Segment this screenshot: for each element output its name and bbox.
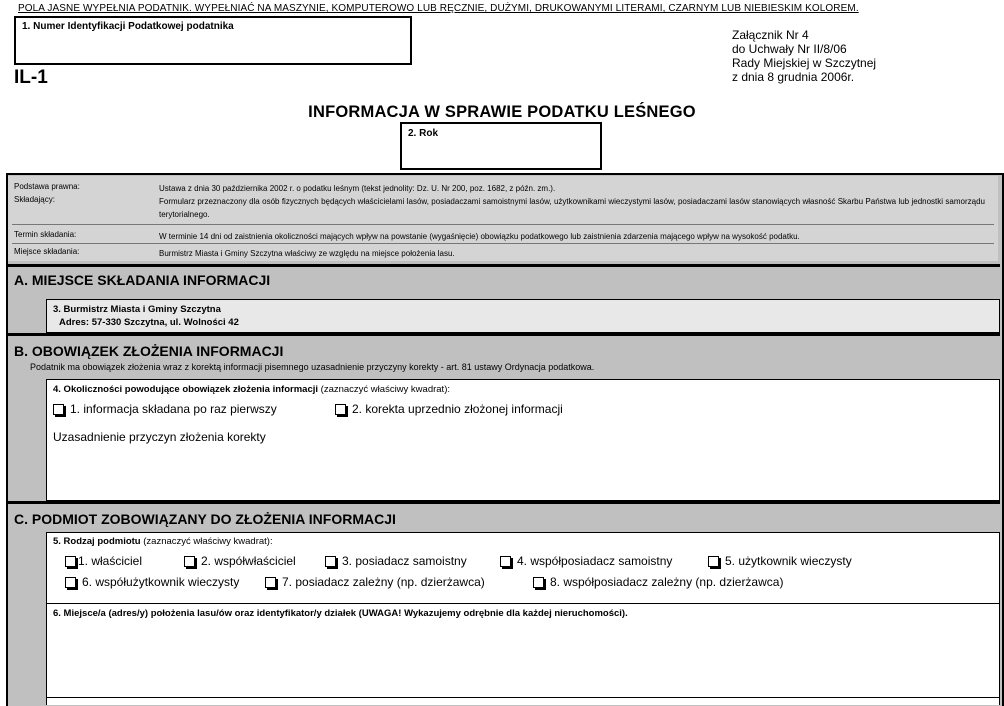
section-b-note: Podatnik ma obowiązek złożenia wraz z korektą informacji pisemnego uzasadnienie przyczyny korekty - art. 81 ustawy Ordynacja podatkowa.: [30, 362, 595, 372]
checkbox[interactable]: [708, 556, 719, 567]
submission-place-panel: [46, 299, 1000, 333]
option-label: 1. właściciel: [78, 554, 143, 568]
circumstances-panel: [46, 379, 1000, 501]
filers-label: Składający:: [14, 195, 55, 204]
option-label: 1. informacja składana po raz pierwszy: [70, 402, 277, 416]
attachment-line: Załącznik Nr 4: [732, 28, 809, 42]
deadline-value: W terminie 14 dni od zaistnienia okoliczności mających wpływ na powstanie (wygaśnięcie) obowiązku podatkowego lub zaistnienia zdarzenia mającego wpływ na wysokość podatku.: [159, 232, 800, 241]
option-label: 6. współużytkownik wieczysty: [82, 575, 240, 589]
option-co-owner[interactable]: [184, 554, 296, 568]
submission-office: 3. Burmistrz Miasta i Gminy Szczytna: [53, 304, 221, 315]
justification-label: Uzasadnienie przyczyn złożenia korekty: [53, 430, 266, 444]
forest-location-label: 6. Miejsce/a (adres/y) położenia lasu/ów oraz identyfikator/y działek (UWAGA! Wykazujemy odrębnie dla każdej nieruchomości).: [53, 608, 628, 619]
legal-basis-label: Podstawa prawna:: [14, 182, 80, 191]
option-independent-holder[interactable]: [325, 554, 467, 568]
attachment-line: do Uchwały Nr II/8/06: [732, 42, 847, 56]
checkbox[interactable]: [65, 556, 76, 567]
submission-address: Adres: 57-330 Szczytna, ul. Wolności 42: [59, 317, 239, 328]
option-label: 2. współwłaściciel: [201, 554, 296, 568]
entity-type-label: [53, 536, 273, 547]
section-divider: [6, 333, 1000, 336]
option-co-independent-holder[interactable]: [500, 554, 672, 568]
option-label: 7. posiadacz zależny (np. dzierżawca): [282, 575, 485, 589]
year-label: 2. Rok: [408, 128, 439, 139]
form-code: IL-1: [14, 67, 48, 88]
option-first-submission[interactable]: [53, 402, 277, 416]
place-label: Miejsce składania:: [14, 247, 80, 256]
checkbox[interactable]: [184, 556, 195, 567]
field4-note: (zaznaczyć właściwy kwadrat):: [320, 384, 450, 395]
place-value: Burmistrz Miasta i Gminy Szczytna właściwy ze względu na miejsce położenia lasu.: [159, 249, 455, 258]
checkbox[interactable]: [65, 577, 76, 588]
checkbox[interactable]: [53, 404, 64, 415]
option-label: 2. korekta uprzednio złożonej informacji: [352, 402, 563, 416]
section-divider: [6, 264, 1000, 267]
legal-basis-value: Ustawa z dnia 30 października 2002 r. o podatku leśnym (tekst jednolity: Dz. U. Nr 200, poz. 1682, z późn. zm.).: [159, 184, 556, 193]
fill-instructions: POLA JASNE WYPEŁNIA PODATNIK. WYPEŁNIAĆ NA MASZYNIE, KOMPUTEROWO LUB RĘCZNIE, DUŻYMI, DRUKOWANYMI LITERAMI, CZARNYM LUB NIEBIESKIM KOLOREM.: [18, 3, 859, 14]
section-b-heading: B. OBOWIĄZEK ZŁOŻENIA INFORMACJI: [14, 343, 284, 359]
divider: [12, 243, 994, 244]
nip-label: 1. Numer Identyfikacji Podatkowej podatnika: [22, 21, 234, 32]
checkbox[interactable]: [533, 577, 544, 588]
option-label: 3. posiadacz samoistny: [342, 554, 467, 568]
form-title: INFORMACJA W SPRAWIE PODATKU LEŚNEGO: [308, 103, 696, 121]
option-co-perpetual-user[interactable]: [65, 575, 239, 589]
option-co-dependent-holder[interactable]: [533, 575, 783, 589]
field5-label: 5. Rodzaj podmiotu: [53, 536, 141, 547]
checkbox[interactable]: [335, 404, 346, 415]
option-perpetual-user[interactable]: [708, 554, 852, 568]
divider: [12, 224, 994, 225]
attachment-line: z dnia 8 grudnia 2006r.: [732, 70, 855, 84]
field5-note: (zaznaczyć właściwy kwadrat):: [143, 536, 273, 547]
year-field[interactable]: [400, 122, 602, 170]
checkbox[interactable]: [500, 556, 511, 567]
option-label: 4. współposiadacz samoistny: [517, 554, 673, 568]
section-c-heading: C. PODMIOT ZOBOWIĄZANY DO ZŁOŻENIA INFORMACJI: [14, 511, 396, 527]
forest-location-panel[interactable]: [46, 603, 1000, 699]
option-owner[interactable]: [65, 554, 142, 568]
option-dependent-holder[interactable]: [265, 575, 485, 589]
section-a-heading: A. MIEJSCE SKŁADANIA INFORMACJI: [14, 272, 271, 288]
attachment-line: Rady Miejskiej w Szczytnej: [732, 56, 877, 70]
field4-label: 4. Okoliczności powodujące obowiązek złożenia informacji: [53, 384, 319, 395]
attachment-note: [732, 28, 876, 84]
legal-basis-block: [8, 176, 998, 261]
deadline-label: Termin składania:: [14, 230, 77, 239]
checkbox[interactable]: [265, 577, 276, 588]
option-label: 5. użytkownik wieczysty: [725, 554, 852, 568]
nip-field[interactable]: [14, 16, 412, 65]
circumstances-label: [53, 384, 450, 395]
option-label: 8. współposiadacz zależny (np. dzierżawca): [550, 575, 784, 589]
section-divider: [6, 501, 1000, 504]
checkbox[interactable]: [325, 556, 336, 567]
entity-type-panel: [46, 532, 1000, 605]
option-correction[interactable]: [335, 402, 563, 416]
filers-value: Formularz przeznaczony dla osób fizycznych będących właścicielami lasów, posiadaczami samoistnymi lasów, użytkownikami wieczystymi lasów, posiadaczami lasów stanowiących własność Skarbu Państwa lub jednostki samorządu terytorialnego.: [159, 197, 985, 219]
